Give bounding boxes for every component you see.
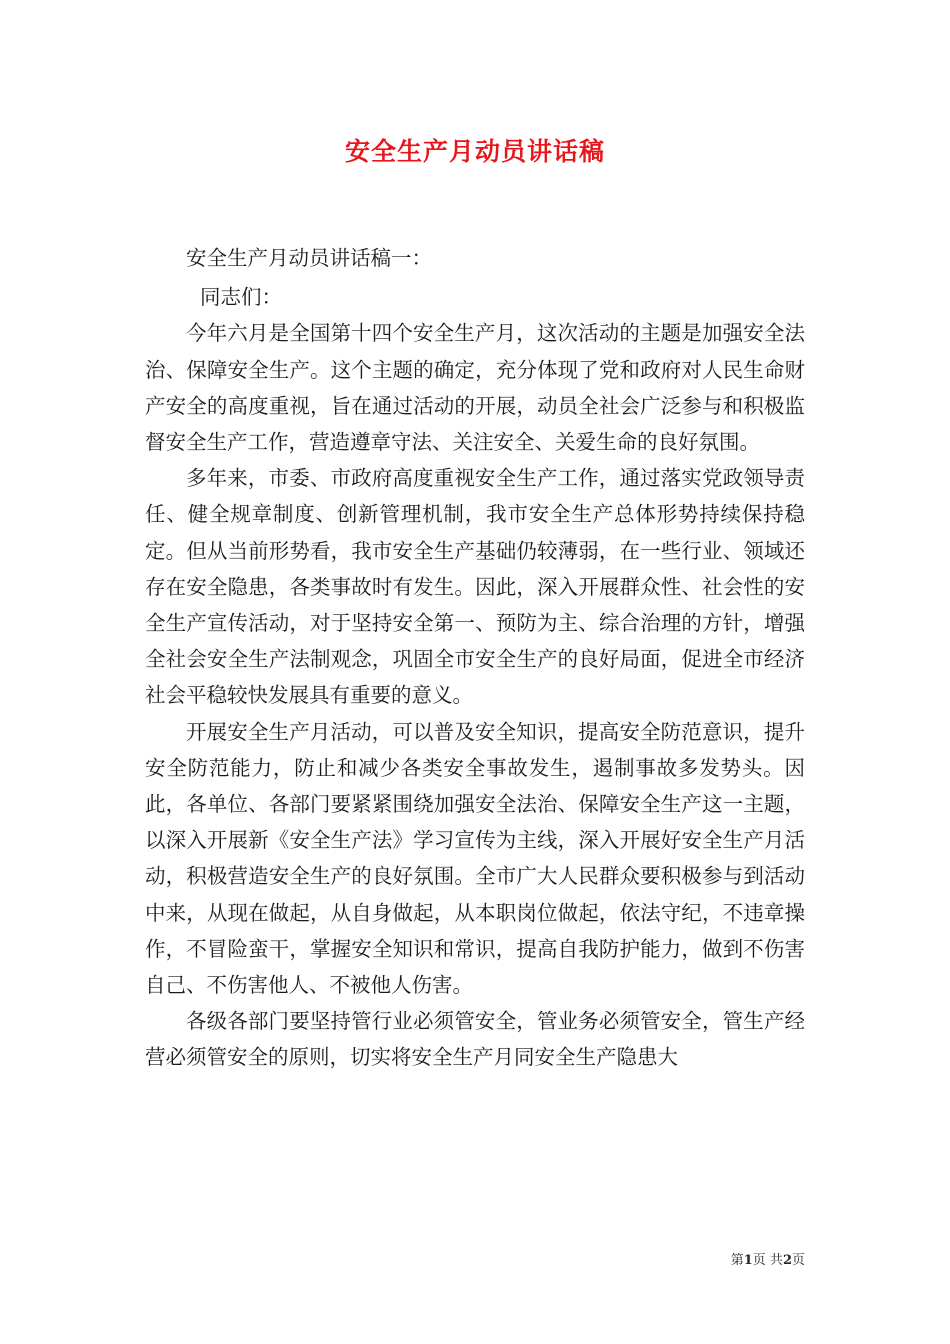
body-paragraph: 多年来，市委、市政府高度重视安全生产工作，通过落实党政领导责任、健全规章制度、创新管理机制，我市安全生产总体形势持续保持稳定。但从当前形势看，我市安全生产基础仍较薄弱，在一些行业、领域还存在安全隐患，各类事故时有发生。因此，深入开展群众性、社会性的安全生产宣传活动，对于坚持安全第一、预防为主、综合治理的方针，增强全社会安全生产法制观念，巩固全市安全生产的良好局面，促进全市经济社会平稳较快发展具有重要的意义。 (145, 466, 805, 708)
body-paragraph: 各级各部门要坚持管行业必须管安全，管业务必须管安全，管生产经营必须管安全的原则，切实将安全生产月同安全生产隐患大 (145, 1009, 805, 1070)
section-subheading: 安全生产月动员讲话稿一： (186, 246, 432, 270)
body-paragraph: 开展安全生产月活动，可以普及安全知识，提高安全防范意识，提升安全防范能力，防止和减少各类安全事故发生，遏制事故多发势头。因此，各单位、各部门要紧紧围绕加强安全法治、保障安全生产这一主题，以深入开展新《安全生产法》学习宣传为主线，深入开展好安全生产月活动，积极营造安全生产的良好氛围。全市广大人民群众要积极参与到活动中来，从现在做起，从自身做起，从本职岗位做起，依法守纪，不违章操作，不冒险蛮干，掌握安全知识和常识，提高自我防护能力，做到不伤害自己、不伤害他人、不被他人伤害。 (145, 719, 805, 998)
salutation: 同志们： (200, 285, 282, 310)
footer-middle: 页 共 (752, 1253, 783, 1268)
footer-suffix: 页 (791, 1253, 805, 1268)
page-number-footer (731, 1249, 805, 1268)
current-page-number: 1 (743, 1253, 753, 1268)
body-paragraph: 今年六月是全国第十四个安全生产月，这次活动的主题是加强安全法治、保障安全生产。这个主题的确定，充分体现了党和政府对人民生命财产安全的高度重视，旨在通过活动的开展，动员全社会广泛参与和积极监督安全生产工作，营造遵章守法、关注安全、关爱生命的良好氛围。 (145, 321, 805, 455)
document-title: 安全生产月动员讲话稿 (344, 137, 605, 166)
total-pages-number: 2 (782, 1253, 792, 1268)
footer-prefix: 第 (730, 1253, 744, 1268)
document-body (145, 240, 805, 1076)
